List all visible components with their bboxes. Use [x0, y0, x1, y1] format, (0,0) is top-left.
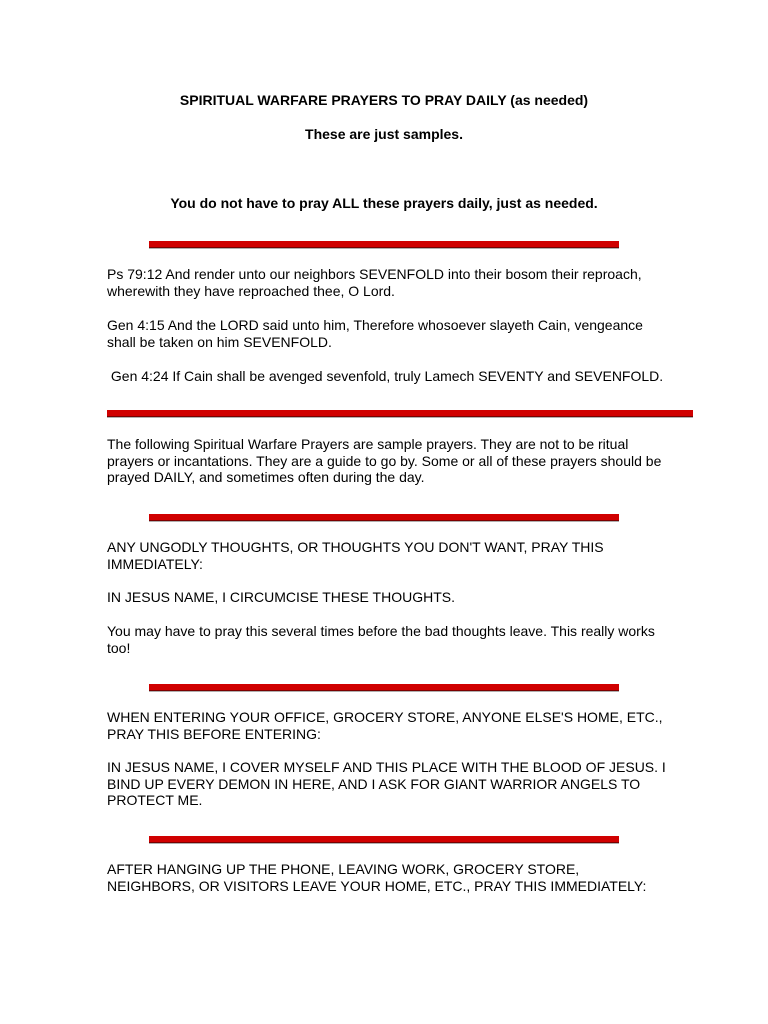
divider-rule — [149, 836, 619, 843]
divider-rule — [149, 514, 619, 521]
heading-line: PRAY THIS BEFORE ENTERING: — [107, 725, 321, 742]
document-title: SPIRITUAL WARFARE PRAYERS TO PRAY DAILY (as needed) — [179, 92, 589, 108]
heading-line: NEIGHBORS, OR VISITORS LEAVE YOUR HOME, ETC., PRAY THIS IMMEDIATELY: — [107, 877, 647, 894]
prayer-line: IN JESUS NAME, I COVER MYSELF AND THIS PLACE WITH THE BLOOD OF JESUS. I — [107, 759, 666, 775]
verse-line: Gen 4:15 And the LORD said unto him, Therefore whosoever slayeth Cain, vengeance — [107, 317, 643, 333]
section-2-heading — [107, 709, 707, 742]
heading-line: IMMEDIATELY: — [107, 555, 203, 572]
note-line: You may have to pray this several times before the bad thoughts leave. This really works — [107, 623, 655, 639]
divider-rule — [149, 241, 619, 248]
verse-gen-4-24: Gen 4:24 If Cain shall be avenged sevenfold, truly Lamech SEVENTY and SEVENFOLD. — [107, 368, 664, 384]
divider-rule — [149, 684, 619, 691]
heading-line: ANY UNGODLY THOUGHTS, OR THOUGHTS YOU DON'T WANT, PRAY THIS — [107, 539, 604, 555]
verse-line: shall be taken on him SEVENFOLD. — [107, 333, 332, 350]
section-1-heading — [107, 539, 707, 572]
divider-rule-wide — [107, 410, 693, 417]
heading-line: AFTER HANGING UP THE PHONE, LEAVING WORK, GROCERY STORE, — [107, 861, 580, 877]
intro-line: prayers or incantations. They are a guide to go by. Some or all of these prayers should be — [107, 452, 662, 469]
prayer-line: PROTECT ME. — [107, 792, 203, 808]
prayer-line: BIND UP EVERY DEMON IN HERE, AND I ASK FOR GIANT WARRIOR ANGELS TO — [107, 775, 641, 792]
verse-ps-79-12 — [107, 266, 707, 299]
intro-line: The following Spiritual Warfare Prayers are sample prayers. They are not to be ritual — [107, 436, 629, 452]
intro-line: prayed DAILY, and sometimes often during the day. — [107, 469, 425, 485]
verse-gen-4-15 — [107, 317, 707, 350]
section-1-prayer: IN JESUS NAME, I CIRCUMCISE THESE THOUGHTS. — [107, 589, 455, 605]
verse-line: Ps 79:12 And render unto our neighbors SEVENFOLD into their bosom their reproach, — [107, 266, 642, 282]
document-note: You do not have to pray ALL these prayers daily, just as needed. — [170, 195, 598, 211]
intro-paragraph — [107, 436, 707, 486]
heading-line: WHEN ENTERING YOUR OFFICE, GROCERY STORE, ANYONE ELSE'S HOME, ETC., — [107, 709, 663, 725]
note-line: too! — [107, 639, 131, 656]
section-2-prayer — [107, 759, 707, 809]
document-subtitle: These are just samples. — [305, 126, 463, 142]
section-1-note — [107, 623, 707, 656]
verse-line: wherewith they have reproached thee, O Lord. — [107, 282, 395, 299]
section-3-heading — [107, 861, 707, 894]
